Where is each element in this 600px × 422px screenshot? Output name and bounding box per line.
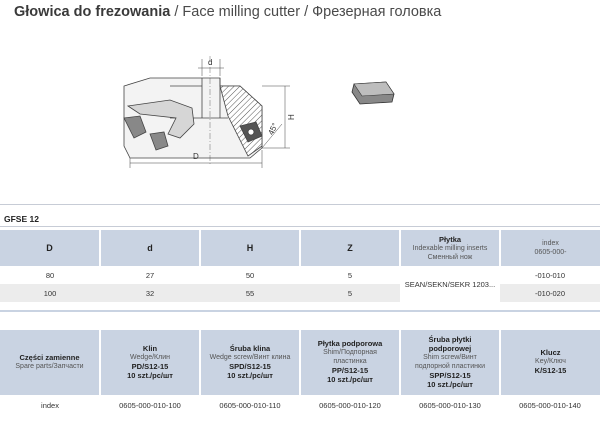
header-insert: Płytka Indexable milling inserts Сменный нож xyxy=(400,230,500,266)
angle-label: 45° xyxy=(266,121,280,137)
header-H: H xyxy=(200,230,300,266)
header-d: d xyxy=(100,230,200,266)
cell-H: 50 xyxy=(200,266,300,284)
table-row xyxy=(0,394,600,416)
spec-table xyxy=(0,230,600,302)
dim-d-label: d xyxy=(208,58,213,67)
cell-index: -010-020 xyxy=(500,284,600,302)
divider xyxy=(0,310,600,312)
header-D: D xyxy=(0,230,100,266)
parts-table xyxy=(0,330,600,416)
cell-d: 32 xyxy=(100,284,200,302)
insert-drawing xyxy=(350,80,398,106)
dim-D-label: D xyxy=(193,152,199,161)
cell-Z: 5 xyxy=(300,284,400,302)
cell-Z: 5 xyxy=(300,266,400,284)
section-divider-2 xyxy=(0,226,600,227)
header-Z: Z xyxy=(300,230,400,266)
page-title xyxy=(14,4,441,20)
header-index: index 0605-000- xyxy=(500,230,600,266)
cell-D: 80 xyxy=(0,266,100,284)
index-value: 0605-000-010-110 xyxy=(200,394,300,416)
title-bold: Głowica do frezowania xyxy=(14,4,171,20)
dim-H-label: H xyxy=(287,114,296,120)
parts-header-shim-screw: Śruba płytki podporowej Shim screw/Винт подпорной пластинки SPP/S12-15 10 szt./pc/шт xyxy=(400,330,500,394)
title-rest: / Face milling cutter / Фрезерная головка xyxy=(170,4,442,20)
parts-header-key: Klucz Key/Ключ K/S12-15 xyxy=(500,330,600,394)
index-value: 0605-000-010-140 xyxy=(500,394,600,416)
index-value: 0605-000-010-120 xyxy=(300,394,400,416)
parts-header-shim: Płytka podporowa Shim/Подпорная пластинка PP/S12-15 10 szt./pc/шт xyxy=(300,330,400,394)
index-label: index xyxy=(0,394,100,416)
parts-header-wedge-screw: Śruba klina Wedge screw/Винт клина SPD/S12-15 10 szt./pc/шт xyxy=(200,330,300,394)
section-divider xyxy=(0,204,600,205)
cell-index: -010-010 xyxy=(500,266,600,284)
table-row xyxy=(0,266,600,284)
parts-header-wedge: Klin Wedge/Клин PD/S12-15 10 szt./pc/шт xyxy=(100,330,200,394)
cell-D: 100 xyxy=(0,284,100,302)
cell-H: 55 xyxy=(200,284,300,302)
index-value: 0605-000-010-130 xyxy=(400,394,500,416)
cell-d: 27 xyxy=(100,266,200,284)
index-value: 0605-000-010-100 xyxy=(100,394,200,416)
table-row xyxy=(0,284,600,302)
parts-header-spare: Części zamienne Spare parts/Запчасти xyxy=(0,330,100,394)
cutter-drawing xyxy=(110,46,320,171)
cell-insert: SEAN/SEKN/SEKR 1203... xyxy=(400,266,500,302)
section-label: GFSE 12 xyxy=(4,214,39,224)
